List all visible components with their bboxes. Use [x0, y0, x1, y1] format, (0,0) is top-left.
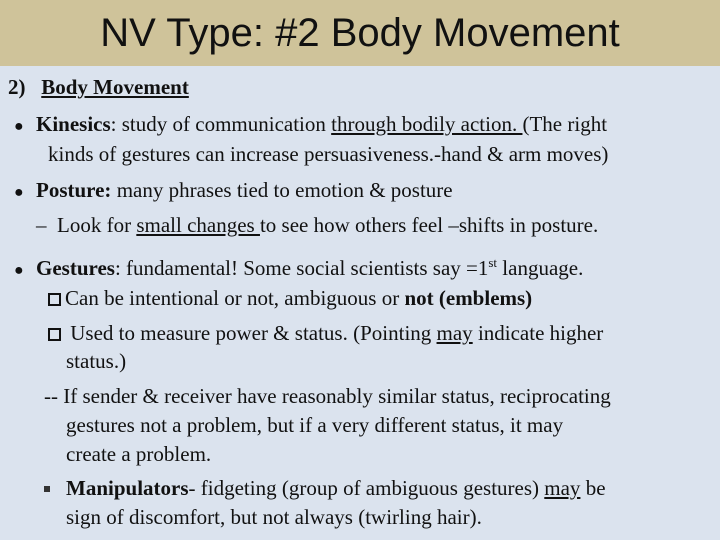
- kinesics-text-2: (The right: [522, 112, 608, 136]
- gestures-item-2: [48, 320, 603, 346]
- kinesics-underlined: through bodily action.: [331, 112, 523, 136]
- square-bullet-icon: [44, 486, 50, 492]
- dash-line-3: create a problem.: [66, 442, 212, 466]
- gestures-item-2-line-2: status.): [66, 349, 127, 373]
- posture-subline: [36, 212, 598, 238]
- bullet-icon: ●: [14, 118, 24, 135]
- gestures-item-1: [48, 285, 532, 311]
- posture-line: [14, 177, 453, 206]
- manipulators-underlined: may: [544, 476, 581, 500]
- heading-text: Body Movement: [41, 75, 189, 99]
- gestures-item-2-text-2: indicate higher: [472, 321, 604, 345]
- checkbox-icon: [48, 293, 61, 306]
- manipulators-term: Manipulators: [66, 476, 189, 500]
- kinesics-line: [14, 111, 607, 140]
- gestures-item-2-underlined: may: [436, 321, 473, 345]
- bullet-icon: ●: [14, 262, 24, 279]
- title-bar: [0, 0, 720, 66]
- bullet-icon: ●: [14, 184, 24, 201]
- posture-sub-underlined: small changes: [136, 213, 260, 237]
- manipulators-line-2: sign of discomfort, but not always (twirling hair).: [66, 505, 482, 529]
- section-heading: [8, 74, 189, 100]
- kinesics-line-2: kinds of gestures can increase persuasiveness.-hand & arm moves): [48, 142, 609, 166]
- dash-line-1: -- If sender & receiver have reasonably similar status, reciprocating: [44, 384, 611, 408]
- posture-sub-text: Look for: [57, 213, 137, 237]
- heading-number: 2): [8, 75, 26, 99]
- gestures-term: Gestures: [36, 256, 115, 280]
- posture-term: Posture:: [36, 178, 112, 202]
- kinesics-term: Kinesics: [36, 112, 111, 136]
- gestures-text-2: language.: [497, 256, 584, 280]
- slide-body: [0, 66, 720, 540]
- posture-sub-text-2: to see how others feel –shifts in posture.: [259, 213, 599, 237]
- gestures-item-1-bold: not (emblems): [404, 286, 533, 310]
- posture-text: many phrases tied to emotion & posture: [111, 178, 453, 202]
- dash-line-2: gestures not a problem, but if a very different status, it may: [66, 413, 564, 437]
- gestures-line: [14, 250, 583, 284]
- manipulators-text: - fidgeting (group of ambiguous gestures): [188, 476, 545, 500]
- kinesics-text: : study of communication: [110, 112, 332, 136]
- checkbox-icon: [48, 328, 61, 341]
- manipulators-line: [36, 475, 606, 501]
- gestures-item-2-text: Used to measure power & status. (Pointing: [65, 321, 437, 345]
- gestures-sup: st: [488, 255, 498, 270]
- manipulators-text-2: be: [580, 476, 606, 500]
- gestures-item-1-text: Can be intentional or not, ambiguous or: [65, 286, 405, 310]
- slide-title: NV Type: #2 Body Movement: [100, 10, 620, 55]
- dash-icon: –: [36, 213, 47, 237]
- gestures-text: : fundamental! Some social scientists say =1: [114, 256, 489, 280]
